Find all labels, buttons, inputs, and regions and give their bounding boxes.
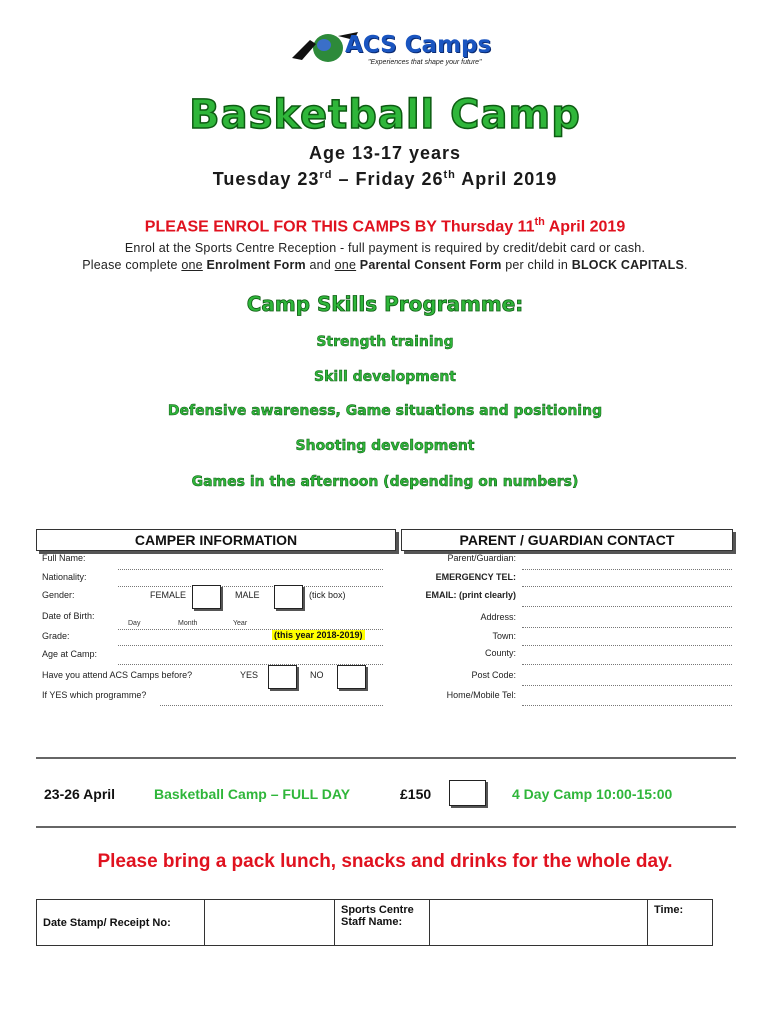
guardian-field[interactable] (522, 569, 732, 570)
lunch-notice: Please bring a pack lunch, snacks and drinks for the whole day. (97, 851, 673, 872)
skill-item: Strength training (316, 334, 454, 350)
no-checkbox[interactable] (337, 665, 366, 689)
yes-checkbox[interactable] (268, 665, 297, 689)
nationality-field[interactable] (118, 586, 383, 587)
postcode-field[interactable] (522, 685, 732, 686)
male-label: MALE (235, 590, 260, 600)
page-title: Basketball Camp (189, 92, 581, 138)
camper-info-heading: CAMPER INFORMATION (36, 529, 396, 551)
skill-item: Shooting development (295, 438, 475, 454)
programme-field[interactable] (160, 705, 383, 706)
emergency-label: EMERGENCY TEL: (435, 572, 516, 582)
attended-label: Have you attend ACS Camps before? (42, 670, 193, 680)
full-name-field[interactable] (118, 569, 383, 570)
emergency-field[interactable] (522, 586, 732, 587)
no-label: NO (310, 670, 324, 680)
nationality-label: Nationality: (42, 572, 87, 582)
booking-checkbox[interactable] (449, 780, 486, 806)
email-field[interactable] (522, 606, 732, 607)
address-field[interactable] (522, 627, 732, 628)
skill-item: Skill development (314, 369, 456, 385)
logo-name: ACS Camps (345, 32, 492, 58)
camp-dates: Tuesday 23rd – Friday 26th April 2019 (212, 169, 558, 189)
staff-field[interactable] (430, 900, 648, 946)
stamp-field[interactable] (205, 900, 335, 946)
postcode-label: Post Code: (471, 670, 516, 680)
female-label: FEMALE (150, 590, 187, 600)
dob-label: Date of Birth: (42, 611, 95, 621)
staff-label: Sports Centre Staff Name: (335, 900, 430, 946)
payment-note: Enrol at the Sports Centre Reception - full payment is required by credit/debit card or cash. (124, 241, 646, 255)
programme-label: If YES which programme? (42, 690, 147, 700)
full-name-label: Full Name: (42, 553, 86, 563)
dob-day-hint: Day (128, 620, 141, 627)
grade-field[interactable] (118, 645, 383, 646)
grade-label: Grade: (42, 631, 70, 641)
office-use-table (36, 899, 713, 946)
age-label: Age at Camp: (42, 649, 98, 659)
town-field[interactable] (522, 645, 732, 646)
forms-note: Please complete one Enrolment Form and one Parental Consent Form per child in BLOCK CAPITALS. (82, 258, 688, 272)
female-checkbox[interactable] (192, 585, 221, 609)
divider-bottom (36, 826, 736, 828)
age-range: Age 13-17 years (308, 143, 462, 163)
time-label: Time: (648, 900, 713, 946)
email-label: EMAIL: (print clearly) (425, 590, 516, 600)
booking-price: £150 (400, 786, 432, 802)
logo-tagline: "Experiences that shape your future" (368, 59, 482, 66)
yes-label: YES (240, 670, 259, 680)
booking-times: 4 Day Camp 10:00-15:00 (512, 786, 673, 802)
town-label: Town: (492, 631, 516, 641)
tick-box-hint: (tick box) (309, 590, 346, 600)
skills-heading: Camp Skills Programme: (246, 292, 524, 316)
county-field[interactable] (522, 664, 732, 665)
enrol-deadline: PLEASE ENROL FOR THIS CAMPS BY Thursday 11th April 2019 (144, 216, 626, 236)
address-label: Address: (480, 612, 516, 622)
dob-month-hint: Month (178, 620, 198, 627)
tel-field[interactable] (522, 705, 732, 706)
stamp-label: Date Stamp/ Receipt No: (37, 900, 205, 946)
skill-item: Defensive awareness, Game situations and positioning (167, 403, 603, 419)
male-checkbox[interactable] (274, 585, 303, 609)
gender-label: Gender: (42, 590, 75, 600)
guardian-label: Parent/Guardian: (447, 553, 516, 563)
tel-label: Home/Mobile Tel: (446, 690, 516, 700)
dob-year-hint: Year (233, 620, 248, 627)
booking-dates: 23-26 April (44, 786, 116, 802)
grade-note: (this year 2018-2019) (274, 630, 363, 640)
booking-camp: Basketball Camp – FULL DAY (154, 786, 351, 802)
skill-item: Games in the afternoon (depending on numbers) (191, 474, 579, 490)
divider-top (36, 757, 736, 759)
county-label: County: (484, 648, 516, 658)
parent-contact-heading: PARENT / GUARDIAN CONTACT (401, 529, 733, 551)
